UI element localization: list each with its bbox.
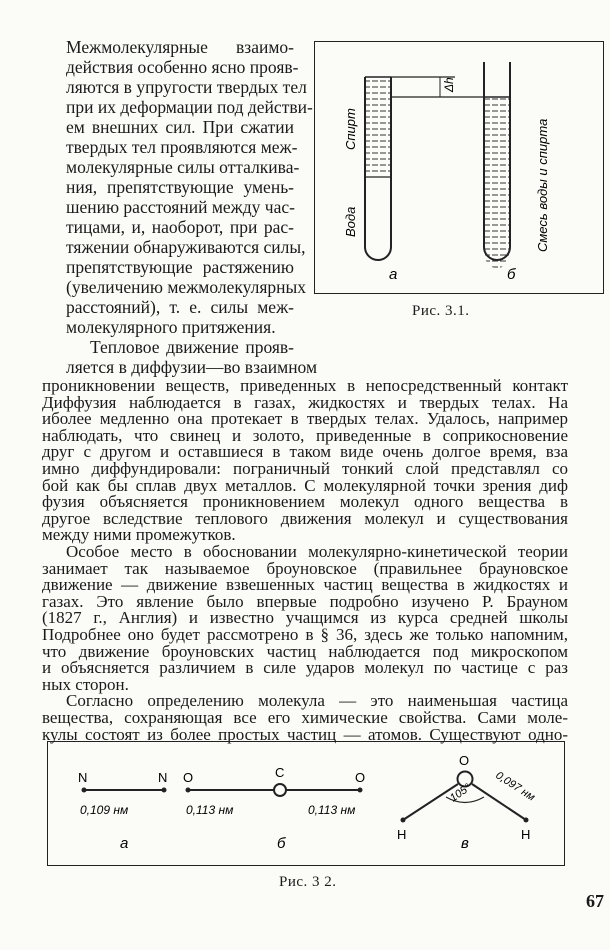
atom-n: N <box>78 770 88 785</box>
text-line: движение — движение взвешенных частиц вещества в жидкостях и <box>42 575 568 595</box>
text-line: твердых тел проявляются меж- <box>66 137 298 157</box>
page-number: 67 <box>586 891 604 911</box>
molecules-diagram <box>48 742 563 864</box>
text-line: препятствующие растяжению <box>66 257 294 277</box>
test-tubes-diagram <box>315 42 602 292</box>
letter-c: в <box>461 835 469 852</box>
text-line: бой как бы сплав двух металлов. С молекулярной точки зрения диф <box>42 475 568 495</box>
text-line: молекулярного притяжения. <box>66 317 276 337</box>
text-line: действия особенно ясно прояв- <box>66 57 299 77</box>
text-line: ляется в диффузии—во взаимном <box>66 357 318 377</box>
atom-n: N <box>158 770 168 785</box>
letter-b: б <box>507 266 516 283</box>
atom-h: H <box>397 827 407 842</box>
figure-caption: Рис. 3.1. <box>412 303 470 319</box>
molecule-n2 <box>78 770 167 852</box>
delta-h-label: Δh <box>442 77 456 92</box>
atom-o: O <box>459 753 470 768</box>
text-line: другое вследствие теплового движения молекул и существования <box>42 508 568 528</box>
text-line: при их деформации под действи- <box>66 97 313 117</box>
figure-3-1 <box>314 41 604 294</box>
water-label: Вода <box>343 206 358 237</box>
text-line: молекулярные силы отталкива- <box>66 157 300 177</box>
letter-b: б <box>277 835 286 852</box>
text-line: Диффузия наблюдается в газах, жидкостях и твердых телах. На <box>42 392 568 412</box>
letter-a: а <box>389 266 398 283</box>
text-line: тицами, и, наоборот, при рас- <box>66 217 294 237</box>
text-line: что движение броуновских частиц наблюдается под микроскопом <box>42 641 568 661</box>
text-line: Согласно определению молекула — это наименьшая частица <box>66 691 568 711</box>
atom-h: H <box>521 827 531 842</box>
text-line: между ними промежутков. <box>42 525 236 545</box>
text-line: имно диффундировали: пограничный тонкий слой представлял со <box>42 459 568 478</box>
bond-length: 0,113 нм <box>308 803 356 817</box>
atom-o: O <box>183 770 194 785</box>
text-line: фузия объясняется проникновением молекул одного вещества в <box>42 492 568 512</box>
atom-c: C <box>275 765 285 780</box>
text-line: ем внешних сил. При сжатии <box>66 117 294 137</box>
text-line: вещества, сохраняющая все его химические свойства. Сами моле- <box>42 708 568 727</box>
text-line: тяжении обнаруживаются силы, <box>66 237 306 257</box>
bond-length: 0,113 нм <box>186 803 234 817</box>
molecule-h2o <box>397 753 537 852</box>
alcohol-label: Спирт <box>343 108 358 150</box>
text-line: (увеличению межмолекулярных <box>66 277 307 297</box>
text-line: и объясняется различием в силе ударов молекул по частице с раз <box>42 658 568 678</box>
text-line: Подробнее оно будет рассмотрено в § 36, здесь же только напомним, <box>42 625 568 644</box>
text-line: газах. Это явление было впервые подробно изучено Р. Брауном <box>42 591 568 611</box>
text-line: ных сторон. <box>42 674 129 694</box>
bond-angle: 105° <box>447 781 474 805</box>
text-line: друг с другом и оставшиеся в таком виде очень долгое время, вза <box>42 442 568 462</box>
letter-a: а <box>120 835 129 852</box>
text-line: иболее медленно она протекает в твердых телах. Удалось, например <box>42 409 568 429</box>
text-line: Межмолекулярные взаимо- <box>66 37 294 57</box>
figure-3-2 <box>47 741 565 866</box>
text-line: Особое место в обосновании молекулярно-кинетической теории <box>66 542 568 561</box>
text-line: ляются в упругости твердых тел <box>66 77 307 97</box>
text-line: кулы состоят из более простых частиц — атомов. Существуют одно- <box>42 724 568 744</box>
text-line: Тепловое движение прояв- <box>90 337 294 357</box>
bond-length: 0,097 нм <box>493 769 537 804</box>
text-line: проникновении веществ, приведенных в непосредственный контакт <box>42 376 568 395</box>
bond-length: 0,109 нм <box>80 803 129 817</box>
text-line: шению расстояний между час- <box>66 197 295 217</box>
mixture-label: Смесь воды и спирта <box>535 118 550 252</box>
text-line: расстояний), т. е. силы меж- <box>66 297 294 317</box>
left-tube <box>365 77 391 260</box>
text-line: занимает так называемое броуновское (правильнее брауновское <box>42 558 568 578</box>
text-line: (1827 г., Англия) и известно учащимся из курса средней школы <box>42 608 568 628</box>
figure-caption: Рис. 3 2. <box>279 874 337 890</box>
molecule-co2 <box>183 765 365 852</box>
text-line: наблюдать, что свинец и золото, приведенные в соприкосновение <box>42 425 568 445</box>
right-tube <box>484 62 510 268</box>
text-line: ния, препятствующие умень- <box>66 177 294 197</box>
atom-o: O <box>355 770 366 785</box>
